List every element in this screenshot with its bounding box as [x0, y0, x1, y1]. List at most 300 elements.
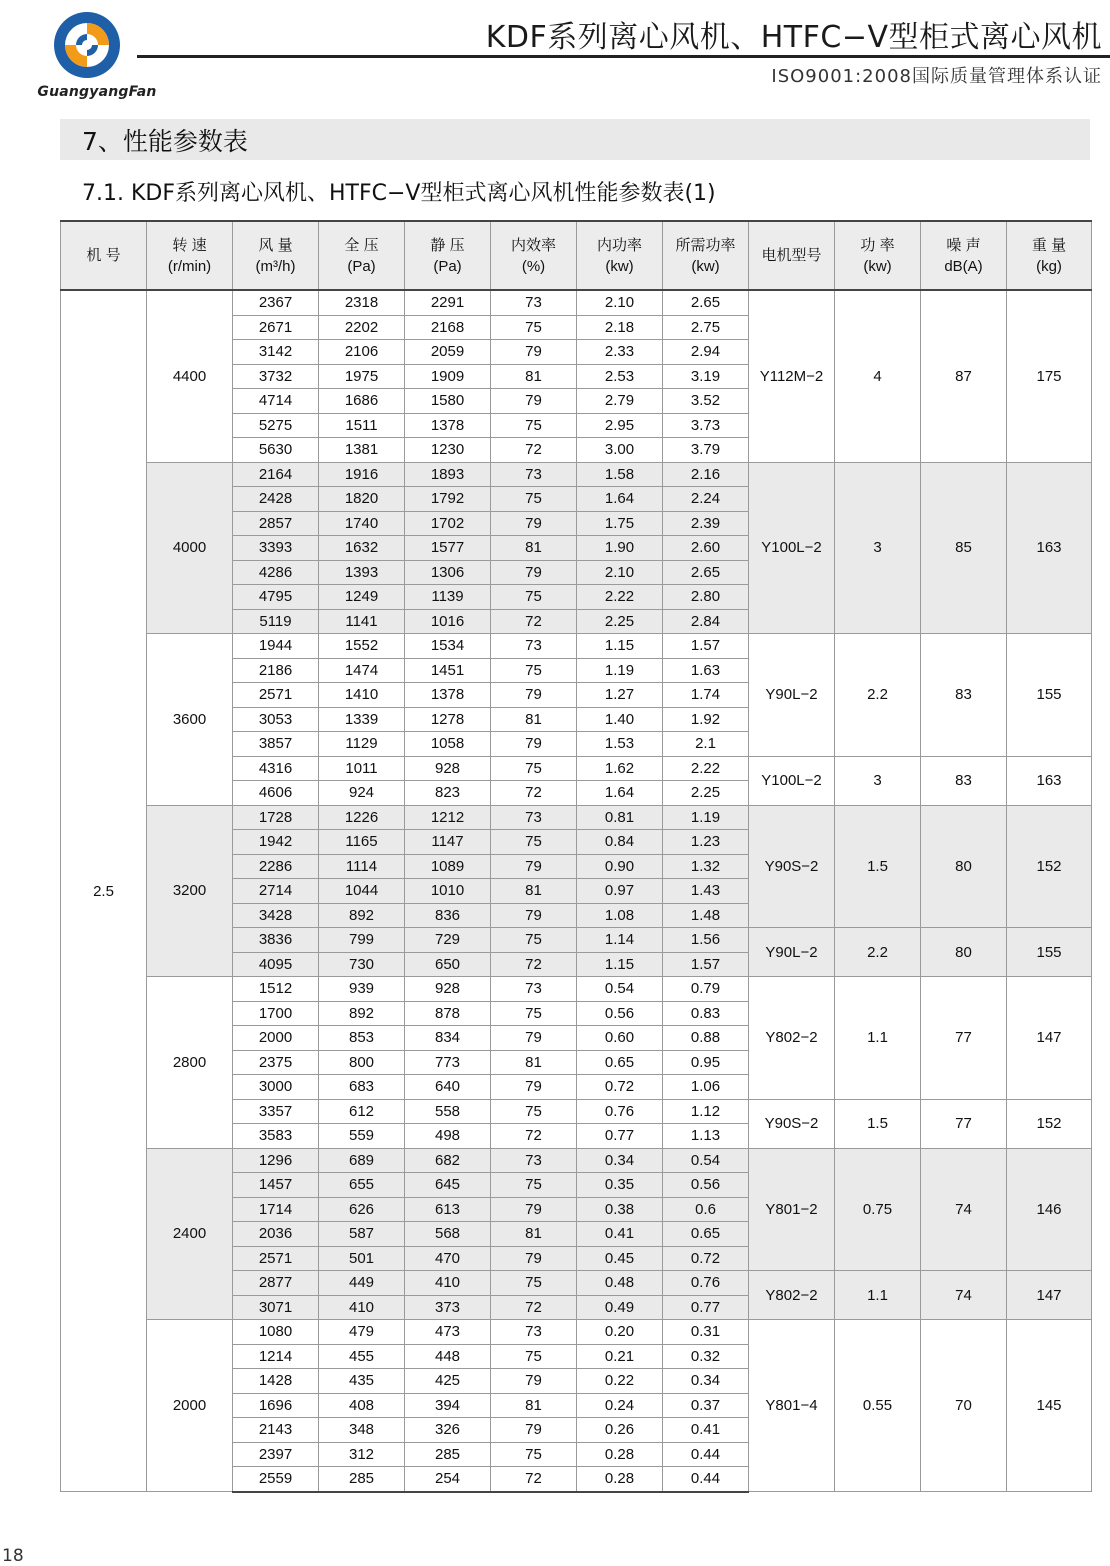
- internal-power-cell: 1.15: [577, 952, 663, 977]
- motor-model-cell: Y801−4: [749, 1320, 835, 1492]
- required-power-cell: 1.43: [663, 879, 749, 904]
- efficiency-cell: 75: [491, 756, 577, 781]
- motor-model-cell: Y112M−2: [749, 290, 835, 462]
- efficiency-cell: 73: [491, 1320, 577, 1345]
- total-pressure-cell: 435: [319, 1369, 405, 1394]
- efficiency-cell: 72: [491, 609, 577, 634]
- static-pressure-cell: 1058: [405, 732, 491, 757]
- airflow-cell: 3071: [233, 1295, 319, 1320]
- noise-cell: 70: [921, 1320, 1007, 1492]
- noise-cell: 87: [921, 290, 1007, 462]
- table-row: [61, 634, 1092, 659]
- static-pressure-cell: 1378: [405, 683, 491, 708]
- motor-model-cell: Y100L−2: [749, 756, 835, 805]
- motor-model-cell: Y90L−2: [749, 928, 835, 977]
- weight-cell: 147: [1007, 1271, 1092, 1320]
- total-pressure-cell: 559: [319, 1124, 405, 1149]
- total-pressure-cell: 455: [319, 1344, 405, 1369]
- efficiency-cell: 81: [491, 364, 577, 389]
- static-pressure-cell: 1909: [405, 364, 491, 389]
- internal-power-cell: 0.54: [577, 977, 663, 1002]
- motor-model-cell: Y100L−2: [749, 462, 835, 634]
- internal-power-cell: 1.90: [577, 536, 663, 561]
- airflow-cell: 3732: [233, 364, 319, 389]
- efficiency-cell: 75: [491, 1001, 577, 1026]
- airflow-cell: 3000: [233, 1075, 319, 1100]
- col-header-machine-no: 机 号: [61, 221, 147, 290]
- airflow-cell: 4795: [233, 585, 319, 610]
- static-pressure-cell: 498: [405, 1124, 491, 1149]
- total-pressure-cell: 312: [319, 1442, 405, 1467]
- efficiency-cell: 75: [491, 487, 577, 512]
- airflow-cell: 1700: [233, 1001, 319, 1026]
- internal-power-cell: 1.64: [577, 781, 663, 806]
- static-pressure-cell: 373: [405, 1295, 491, 1320]
- efficiency-cell: 75: [491, 1442, 577, 1467]
- noise-cell: 77: [921, 977, 1007, 1100]
- noise-cell: 85: [921, 462, 1007, 634]
- airflow-cell: 1942: [233, 830, 319, 855]
- efficiency-cell: 79: [491, 1246, 577, 1271]
- total-pressure-cell: 799: [319, 928, 405, 953]
- required-power-cell: 0.34: [663, 1369, 749, 1394]
- motor-power-cell: 2.2: [835, 928, 921, 977]
- efficiency-cell: 73: [491, 1148, 577, 1173]
- efficiency-cell: 79: [491, 340, 577, 365]
- efficiency-cell: 79: [491, 511, 577, 536]
- internal-power-cell: 1.15: [577, 634, 663, 659]
- internal-power-cell: 0.76: [577, 1099, 663, 1124]
- internal-power-cell: 0.28: [577, 1442, 663, 1467]
- airflow-cell: 2375: [233, 1050, 319, 1075]
- efficiency-cell: 72: [491, 438, 577, 463]
- internal-power-cell: 1.75: [577, 511, 663, 536]
- motor-model-cell: Y801−2: [749, 1148, 835, 1271]
- required-power-cell: 3.73: [663, 413, 749, 438]
- airflow-cell: 2671: [233, 315, 319, 340]
- total-pressure-cell: 1820: [319, 487, 405, 512]
- motor-model-cell: Y90L−2: [749, 634, 835, 757]
- total-pressure-cell: 285: [319, 1467, 405, 1492]
- motor-power-cell: 0.75: [835, 1148, 921, 1271]
- static-pressure-cell: 254: [405, 1467, 491, 1492]
- efficiency-cell: 79: [491, 1026, 577, 1051]
- internal-power-cell: 0.24: [577, 1393, 663, 1418]
- total-pressure-cell: 2106: [319, 340, 405, 365]
- table-row: [61, 462, 1092, 487]
- speed-cell: 4000: [147, 462, 233, 634]
- static-pressure-cell: 650: [405, 952, 491, 977]
- required-power-cell: 1.74: [663, 683, 749, 708]
- motor-power-cell: 3: [835, 462, 921, 634]
- required-power-cell: 2.16: [663, 462, 749, 487]
- brand-name: GuangyangFan: [37, 84, 157, 100]
- static-pressure-cell: 928: [405, 756, 491, 781]
- efficiency-cell: 75: [491, 315, 577, 340]
- weight-cell: 155: [1007, 634, 1092, 757]
- static-pressure-cell: 285: [405, 1442, 491, 1467]
- required-power-cell: 0.72: [663, 1246, 749, 1271]
- page-number: 18: [2, 1546, 24, 1566]
- required-power-cell: 2.39: [663, 511, 749, 536]
- total-pressure-cell: 587: [319, 1222, 405, 1247]
- required-power-cell: 2.84: [663, 609, 749, 634]
- airflow-cell: 2714: [233, 879, 319, 904]
- total-pressure-cell: 689: [319, 1148, 405, 1173]
- airflow-cell: 1080: [233, 1320, 319, 1345]
- airflow-cell: 1512: [233, 977, 319, 1002]
- required-power-cell: 0.41: [663, 1418, 749, 1443]
- total-pressure-cell: 1410: [319, 683, 405, 708]
- internal-power-cell: 2.22: [577, 585, 663, 610]
- table-row: [61, 1320, 1092, 1345]
- required-power-cell: 1.06: [663, 1075, 749, 1100]
- airflow-cell: 3053: [233, 707, 319, 732]
- weight-cell: 146: [1007, 1148, 1092, 1271]
- noise-cell: 83: [921, 756, 1007, 805]
- internal-power-cell: 2.25: [577, 609, 663, 634]
- static-pressure-cell: 2168: [405, 315, 491, 340]
- internal-power-cell: 0.48: [577, 1271, 663, 1296]
- static-pressure-cell: 2059: [405, 340, 491, 365]
- total-pressure-cell: 1511: [319, 413, 405, 438]
- internal-power-cell: 0.90: [577, 854, 663, 879]
- col-header-motor-model: 电机型号: [749, 221, 835, 290]
- required-power-cell: 1.57: [663, 952, 749, 977]
- efficiency-cell: 72: [491, 1467, 577, 1492]
- static-pressure-cell: 1534: [405, 634, 491, 659]
- static-pressure-cell: 558: [405, 1099, 491, 1124]
- noise-cell: 80: [921, 928, 1007, 977]
- efficiency-cell: 79: [491, 1075, 577, 1100]
- airflow-cell: 3142: [233, 340, 319, 365]
- static-pressure-cell: 834: [405, 1026, 491, 1051]
- internal-power-cell: 2.95: [577, 413, 663, 438]
- static-pressure-cell: 410: [405, 1271, 491, 1296]
- airflow-cell: 2428: [233, 487, 319, 512]
- airflow-cell: 1944: [233, 634, 319, 659]
- internal-power-cell: 2.18: [577, 315, 663, 340]
- internal-power-cell: 0.38: [577, 1197, 663, 1222]
- speed-cell: 2000: [147, 1320, 233, 1492]
- motor-model-cell: Y90S−2: [749, 805, 835, 928]
- total-pressure-cell: 1381: [319, 438, 405, 463]
- airflow-cell: 2000: [233, 1026, 319, 1051]
- efficiency-cell: 72: [491, 952, 577, 977]
- required-power-cell: 0.83: [663, 1001, 749, 1026]
- required-power-cell: 0.31: [663, 1320, 749, 1345]
- motor-power-cell: 1.1: [835, 977, 921, 1100]
- header-rule: [137, 55, 1110, 58]
- airflow-cell: 1214: [233, 1344, 319, 1369]
- static-pressure-cell: 568: [405, 1222, 491, 1247]
- internal-power-cell: 2.53: [577, 364, 663, 389]
- airflow-cell: 2559: [233, 1467, 319, 1492]
- efficiency-cell: 75: [491, 1099, 577, 1124]
- weight-cell: 163: [1007, 462, 1092, 634]
- airflow-cell: 2164: [233, 462, 319, 487]
- efficiency-cell: 81: [491, 1393, 577, 1418]
- efficiency-cell: 79: [491, 1197, 577, 1222]
- airflow-cell: 5119: [233, 609, 319, 634]
- efficiency-cell: 79: [491, 1369, 577, 1394]
- internal-power-cell: 0.34: [577, 1148, 663, 1173]
- required-power-cell: 3.19: [663, 364, 749, 389]
- col-header-motor-power: 功 率 (kw): [835, 221, 921, 290]
- total-pressure-cell: 1686: [319, 389, 405, 414]
- total-pressure-cell: 612: [319, 1099, 405, 1124]
- document-title: KDF系列离心风机、HTFC−V型柜式离心风机: [485, 20, 1102, 55]
- weight-cell: 147: [1007, 977, 1092, 1100]
- required-power-cell: 2.75: [663, 315, 749, 340]
- speed-cell: 4400: [147, 290, 233, 462]
- motor-power-cell: 2.2: [835, 634, 921, 757]
- total-pressure-cell: 892: [319, 1001, 405, 1026]
- required-power-cell: 2.65: [663, 290, 749, 315]
- total-pressure-cell: 1141: [319, 609, 405, 634]
- internal-power-cell: 3.00: [577, 438, 663, 463]
- airflow-cell: 2571: [233, 1246, 319, 1271]
- airflow-cell: 3428: [233, 903, 319, 928]
- airflow-cell: 4095: [233, 952, 319, 977]
- efficiency-cell: 79: [491, 903, 577, 928]
- total-pressure-cell: 655: [319, 1173, 405, 1198]
- total-pressure-cell: 1740: [319, 511, 405, 536]
- airflow-cell: 3583: [233, 1124, 319, 1149]
- required-power-cell: 1.19: [663, 805, 749, 830]
- total-pressure-cell: 1474: [319, 658, 405, 683]
- internal-power-cell: 0.26: [577, 1418, 663, 1443]
- total-pressure-cell: 1975: [319, 364, 405, 389]
- required-power-cell: 3.79: [663, 438, 749, 463]
- static-pressure-cell: 823: [405, 781, 491, 806]
- static-pressure-cell: 2291: [405, 290, 491, 315]
- airflow-cell: 1696: [233, 1393, 319, 1418]
- motor-model-cell: Y90S−2: [749, 1099, 835, 1148]
- total-pressure-cell: 1226: [319, 805, 405, 830]
- section-heading-bar: [60, 119, 1090, 160]
- col-header-static-pressure: 静 压 (Pa): [405, 221, 491, 290]
- total-pressure-cell: 1632: [319, 536, 405, 561]
- internal-power-cell: 1.53: [577, 732, 663, 757]
- static-pressure-cell: 425: [405, 1369, 491, 1394]
- efficiency-cell: 79: [491, 560, 577, 585]
- static-pressure-cell: 1010: [405, 879, 491, 904]
- efficiency-cell: 75: [491, 928, 577, 953]
- efficiency-cell: 81: [491, 707, 577, 732]
- brand-logo: [22, 8, 157, 100]
- static-pressure-cell: 1016: [405, 609, 491, 634]
- required-power-cell: 2.24: [663, 487, 749, 512]
- static-pressure-cell: 928: [405, 977, 491, 1002]
- required-power-cell: 1.92: [663, 707, 749, 732]
- section-title: 7、性能参数表: [82, 127, 248, 156]
- efficiency-cell: 72: [491, 781, 577, 806]
- static-pressure-cell: 326: [405, 1418, 491, 1443]
- efficiency-cell: 75: [491, 1344, 577, 1369]
- required-power-cell: 0.44: [663, 1442, 749, 1467]
- static-pressure-cell: 1139: [405, 585, 491, 610]
- motor-power-cell: 1.5: [835, 1099, 921, 1148]
- table-body: [61, 290, 1092, 1492]
- airflow-cell: 1428: [233, 1369, 319, 1394]
- required-power-cell: 0.44: [663, 1467, 749, 1492]
- static-pressure-cell: 1792: [405, 487, 491, 512]
- total-pressure-cell: 1249: [319, 585, 405, 610]
- internal-power-cell: 1.08: [577, 903, 663, 928]
- airflow-cell: 3357: [233, 1099, 319, 1124]
- total-pressure-cell: 892: [319, 903, 405, 928]
- total-pressure-cell: 348: [319, 1418, 405, 1443]
- static-pressure-cell: 1378: [405, 413, 491, 438]
- required-power-cell: 0.6: [663, 1197, 749, 1222]
- total-pressure-cell: 479: [319, 1320, 405, 1345]
- noise-cell: 77: [921, 1099, 1007, 1148]
- table-header-row: [61, 221, 1092, 290]
- efficiency-cell: 75: [491, 585, 577, 610]
- required-power-cell: 0.56: [663, 1173, 749, 1198]
- static-pressure-cell: 640: [405, 1075, 491, 1100]
- weight-cell: 145: [1007, 1320, 1092, 1492]
- total-pressure-cell: 1011: [319, 756, 405, 781]
- required-power-cell: 2.80: [663, 585, 749, 610]
- required-power-cell: 1.32: [663, 854, 749, 879]
- efficiency-cell: 75: [491, 1271, 577, 1296]
- static-pressure-cell: 878: [405, 1001, 491, 1026]
- required-power-cell: 0.76: [663, 1271, 749, 1296]
- required-power-cell: 0.88: [663, 1026, 749, 1051]
- noise-cell: 74: [921, 1148, 1007, 1271]
- internal-power-cell: 1.19: [577, 658, 663, 683]
- internal-power-cell: 0.28: [577, 1467, 663, 1492]
- efficiency-cell: 73: [491, 805, 577, 830]
- required-power-cell: 1.56: [663, 928, 749, 953]
- required-power-cell: 1.12: [663, 1099, 749, 1124]
- total-pressure-cell: 939: [319, 977, 405, 1002]
- efficiency-cell: 81: [491, 536, 577, 561]
- internal-power-cell: 0.21: [577, 1344, 663, 1369]
- required-power-cell: 0.95: [663, 1050, 749, 1075]
- motor-power-cell: 1.1: [835, 1271, 921, 1320]
- airflow-cell: 4606: [233, 781, 319, 806]
- efficiency-cell: 75: [491, 1173, 577, 1198]
- weight-cell: 175: [1007, 290, 1092, 462]
- total-pressure-cell: 1393: [319, 560, 405, 585]
- required-power-cell: 0.54: [663, 1148, 749, 1173]
- efficiency-cell: 73: [491, 634, 577, 659]
- required-power-cell: 1.23: [663, 830, 749, 855]
- internal-power-cell: 2.79: [577, 389, 663, 414]
- total-pressure-cell: 730: [319, 952, 405, 977]
- noise-cell: 80: [921, 805, 1007, 928]
- efficiency-cell: 79: [491, 683, 577, 708]
- table-row: [61, 290, 1092, 315]
- efficiency-cell: 73: [491, 462, 577, 487]
- airflow-cell: 2367: [233, 290, 319, 315]
- efficiency-cell: 79: [491, 389, 577, 414]
- efficiency-cell: 79: [491, 732, 577, 757]
- required-power-cell: 1.13: [663, 1124, 749, 1149]
- total-pressure-cell: 1916: [319, 462, 405, 487]
- internal-power-cell: 0.65: [577, 1050, 663, 1075]
- airflow-cell: 4316: [233, 756, 319, 781]
- required-power-cell: 2.94: [663, 340, 749, 365]
- table-row: [61, 1148, 1092, 1173]
- required-power-cell: 2.1: [663, 732, 749, 757]
- internal-power-cell: 2.10: [577, 560, 663, 585]
- airflow-cell: 3836: [233, 928, 319, 953]
- total-pressure-cell: 1339: [319, 707, 405, 732]
- static-pressure-cell: 1702: [405, 511, 491, 536]
- efficiency-cell: 81: [491, 1050, 577, 1075]
- static-pressure-cell: 470: [405, 1246, 491, 1271]
- airflow-cell: 3393: [233, 536, 319, 561]
- internal-power-cell: 0.35: [577, 1173, 663, 1198]
- efficiency-cell: 75: [491, 658, 577, 683]
- total-pressure-cell: 626: [319, 1197, 405, 1222]
- static-pressure-cell: 394: [405, 1393, 491, 1418]
- internal-power-cell: 0.45: [577, 1246, 663, 1271]
- efficiency-cell: 75: [491, 830, 577, 855]
- static-pressure-cell: 773: [405, 1050, 491, 1075]
- required-power-cell: 0.77: [663, 1295, 749, 1320]
- airflow-cell: 2397: [233, 1442, 319, 1467]
- airflow-cell: 2571: [233, 683, 319, 708]
- efficiency-cell: 81: [491, 879, 577, 904]
- static-pressure-cell: 1278: [405, 707, 491, 732]
- motor-power-cell: 4: [835, 290, 921, 462]
- static-pressure-cell: 1306: [405, 560, 491, 585]
- efficiency-cell: 79: [491, 854, 577, 879]
- col-header-weight: 重 量 (kg): [1007, 221, 1092, 290]
- total-pressure-cell: 853: [319, 1026, 405, 1051]
- static-pressure-cell: 1147: [405, 830, 491, 855]
- airflow-cell: 1457: [233, 1173, 319, 1198]
- internal-power-cell: 0.20: [577, 1320, 663, 1345]
- internal-power-cell: 2.33: [577, 340, 663, 365]
- static-pressure-cell: 1212: [405, 805, 491, 830]
- weight-cell: 152: [1007, 805, 1092, 928]
- required-power-cell: 1.63: [663, 658, 749, 683]
- motor-model-cell: Y802−2: [749, 977, 835, 1100]
- noise-cell: 74: [921, 1271, 1007, 1320]
- internal-power-cell: 0.22: [577, 1369, 663, 1394]
- table-row: [61, 805, 1092, 830]
- required-power-cell: 2.60: [663, 536, 749, 561]
- static-pressure-cell: 613: [405, 1197, 491, 1222]
- internal-power-cell: 0.72: [577, 1075, 663, 1100]
- airflow-cell: 2036: [233, 1222, 319, 1247]
- total-pressure-cell: 410: [319, 1295, 405, 1320]
- noise-cell: 83: [921, 634, 1007, 757]
- airflow-cell: 5630: [233, 438, 319, 463]
- required-power-cell: 1.48: [663, 903, 749, 928]
- required-power-cell: 2.25: [663, 781, 749, 806]
- airflow-cell: 2857: [233, 511, 319, 536]
- efficiency-cell: 81: [491, 1222, 577, 1247]
- col-header-noise: 噪 声 dB(A): [921, 221, 1007, 290]
- internal-power-cell: 1.58: [577, 462, 663, 487]
- static-pressure-cell: 1577: [405, 536, 491, 561]
- col-header-required-power: 所需功率 (kw): [663, 221, 749, 290]
- certification-text: ISO9001:2008国际质量管理体系认证: [771, 66, 1102, 87]
- required-power-cell: 1.57: [663, 634, 749, 659]
- internal-power-cell: 0.60: [577, 1026, 663, 1051]
- airflow-cell: 2186: [233, 658, 319, 683]
- static-pressure-cell: 448: [405, 1344, 491, 1369]
- required-power-cell: 2.65: [663, 560, 749, 585]
- machine-no-cell: 2.5: [61, 290, 147, 1492]
